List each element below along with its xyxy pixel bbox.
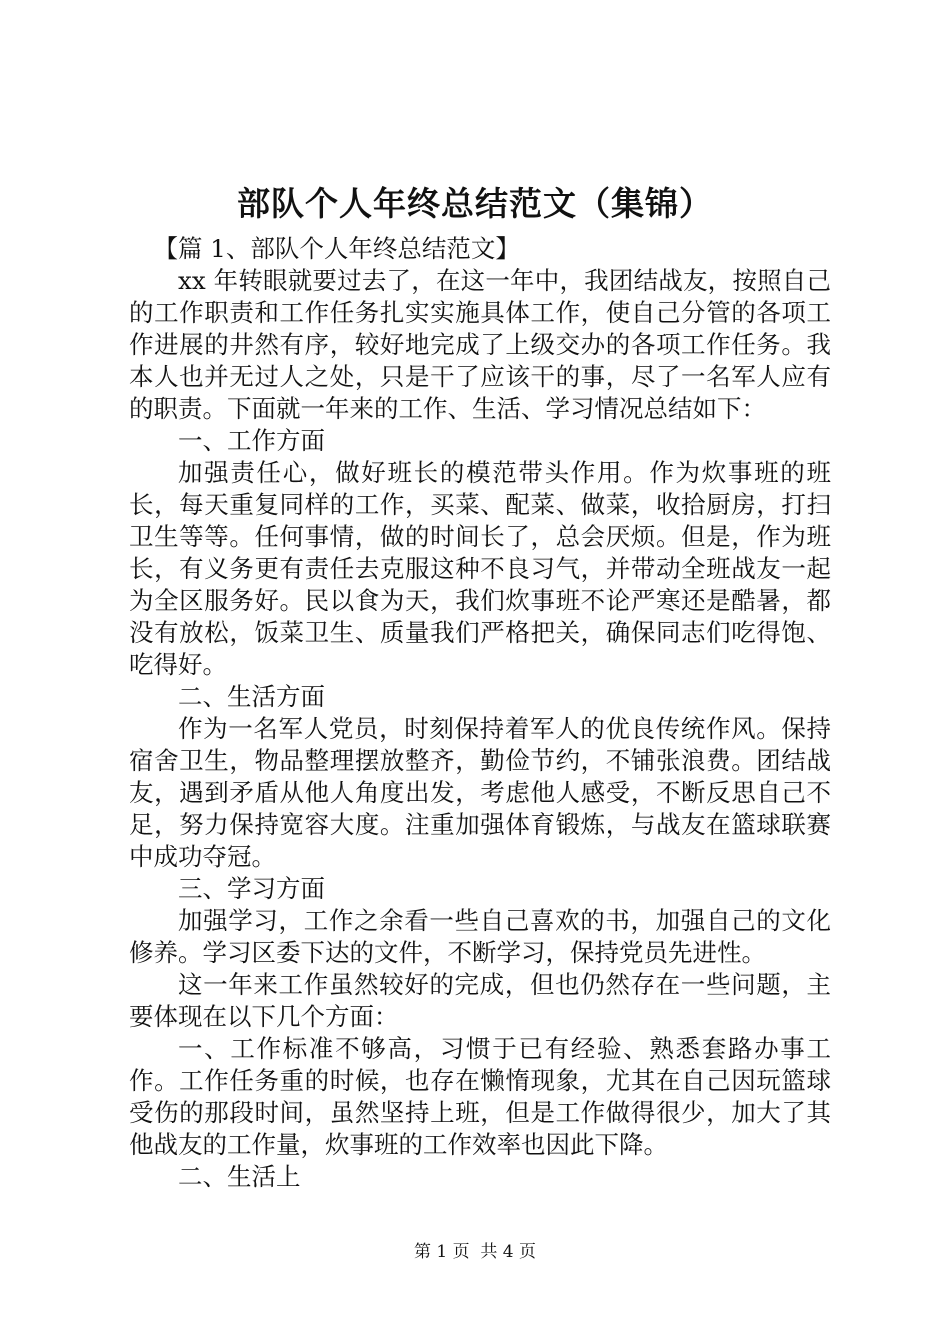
paragraph-problem-1: 一、工作标准不够高，习惯于已有经验、熟悉套路办事工作。工作任务重的时候，也存在懒惰现象，尤其在自己因玩篮球受伤的那段时间，虽然坚持上班，但是工作做得很少，加大了其他战友的工作量，炊事班的工作效率也因此下降。 <box>129 1034 831 1159</box>
paragraph-problems: 这一年来工作虽然较好的完成，但也仍然存在一些问题，主要体现在以下几个方面： <box>129 970 831 1031</box>
paragraph-section-heading: 【篇 1、部队个人年终总结范文】 <box>153 234 520 263</box>
document-title: 部队个人年终总结范文（集锦） <box>237 184 713 223</box>
heading-study: 三、学习方面 <box>178 874 325 903</box>
paragraph-work: 加强责任心，做好班长的模范带头作用。作为炊事班的班长，每天重复同样的工作，买菜、配菜、做菜，收拾厨房，打扫卫生等等。任何事情，做的时间长了，总会厌烦。但是，作为班长，有义务更有责任去克服这种不良习气，并带动全班战友一起为全区服务好。民以食为天，我们炊事班不论严寒还是酷暑，都没有放松，饭菜卫生、质量我们严格把关，确保同志们吃得饱、吃得好。 <box>129 458 831 679</box>
heading-life: 二、生活方面 <box>178 682 325 711</box>
document-body <box>129 233 831 1193</box>
page-footer <box>0 1240 950 1264</box>
heading-life-problem: 二、生活上 <box>178 1162 301 1191</box>
paragraph-intro: xx 年转眼就要过去了，在这一年中，我团结战友，按照自己的工作职责和工作任务扎实实施具体工作，使自己分管的各项工作进展的井然有序，较好地完成了上级交办的各项工作任务。我本人也并无过人之处，只是干了应该干的事，尽了一名军人应有的职责。下面就一年来的工作、生活、学习情况总结如下： <box>129 266 831 423</box>
paragraph-life: 作为一名军人党员，时刻保持着军人的优良传统作风。保持宿舍卫生，物品整理摆放整齐，勤俭节约，不铺张浪费。团结战友，遇到矛盾从他人角度出发，考虑他人感受，不断反思自己不足，努力保持宽容大度。注重加强体育锻炼，与战友在篮球联赛中成功夺冠。 <box>129 714 831 871</box>
page-total: 共 4 页 <box>480 1242 537 1262</box>
heading-work: 一、工作方面 <box>178 426 325 455</box>
paragraph-study: 加强学习，工作之余看一些自己喜欢的书，加强自己的文化修养。学习区委下达的文件，不断学习，保持党员先进性。 <box>129 906 831 967</box>
page-number: 第 1 页 <box>413 1242 470 1262</box>
